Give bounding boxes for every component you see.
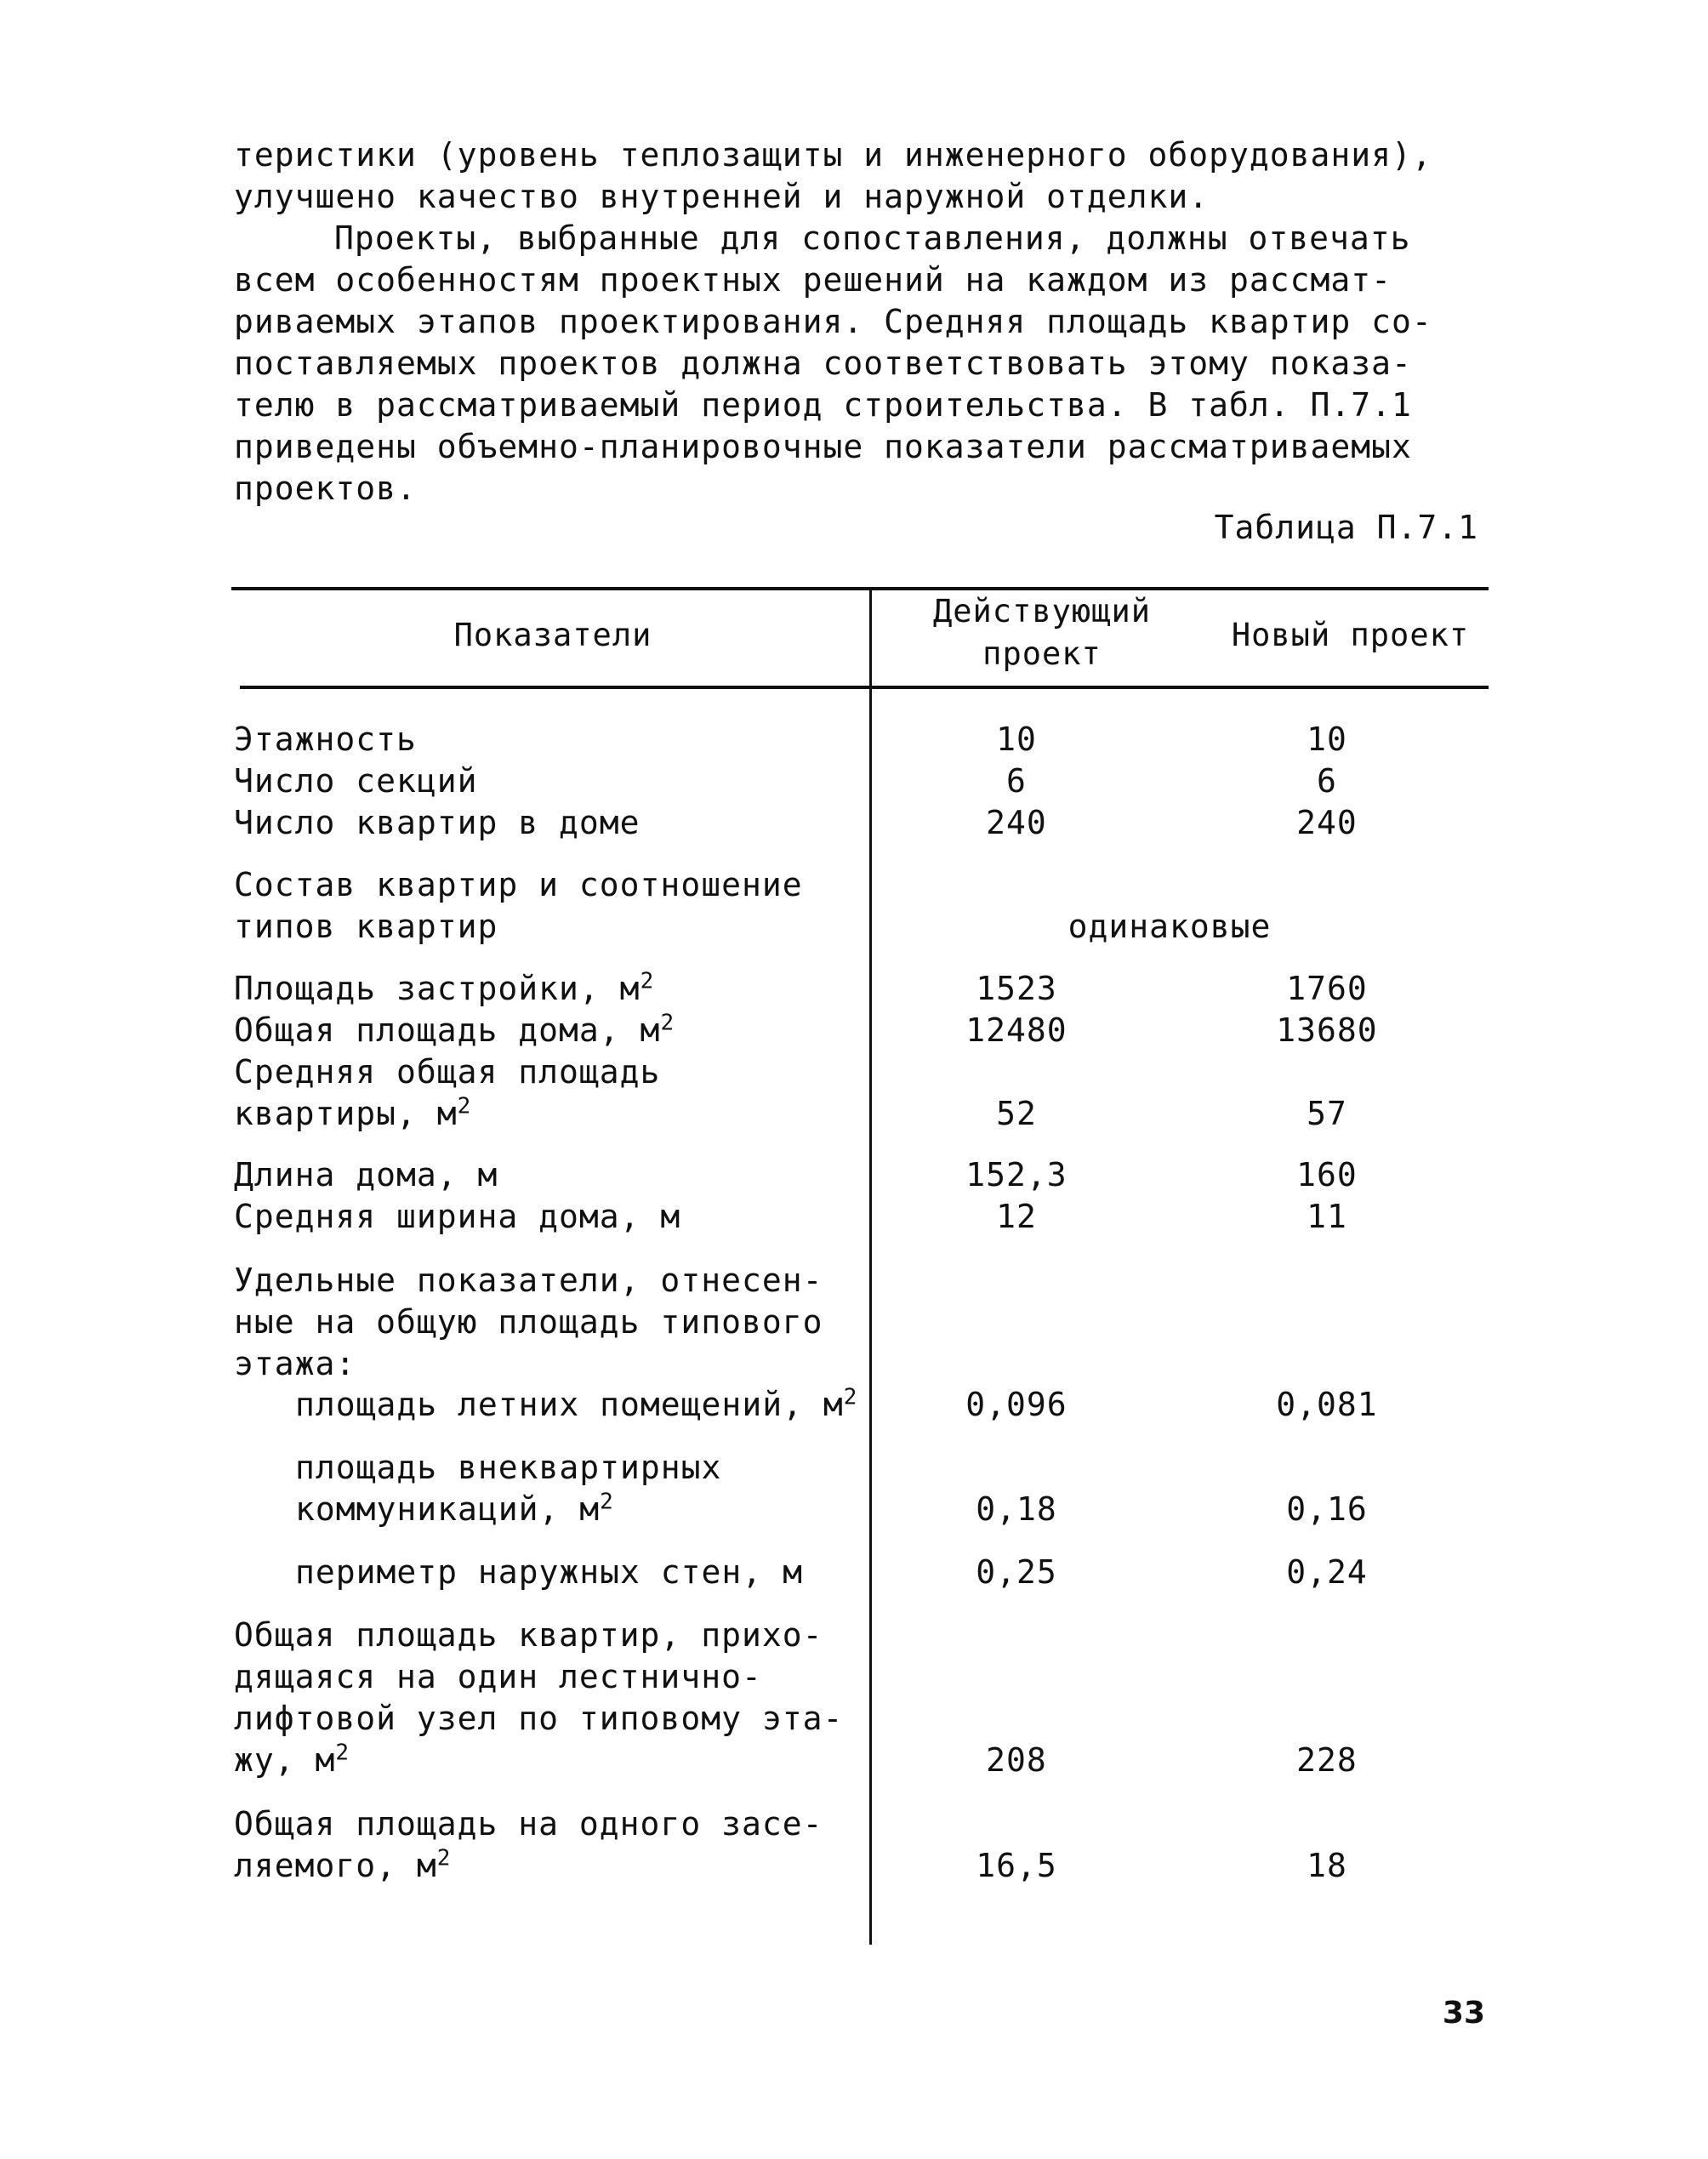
value-current: 152,3 (965, 1156, 1068, 1193)
value-span: одинаковые (1068, 908, 1272, 945)
row-label: Удельные показатели, отнесен- ные на общую площадь типового этажа: (234, 1262, 823, 1382)
paragraph-projects (234, 218, 1484, 510)
column-header-indicators: Показатели (453, 617, 652, 653)
row-label: Этажность (234, 721, 417, 758)
value-current: 16,5 (976, 1847, 1057, 1884)
value-current: 0,25 (976, 1553, 1057, 1591)
value-current: 208 (986, 1741, 1047, 1779)
table-caption: Таблица П.7.1 (1214, 509, 1478, 546)
row-label: площадь внеквартирных коммуникаций, $м^2$ (295, 1449, 722, 1528)
value-new: 0,081 (1276, 1386, 1378, 1423)
value-current: 1523 (976, 970, 1057, 1007)
value-new: 160 (1296, 1156, 1358, 1193)
value-current: 12 (996, 1198, 1037, 1235)
value-new: 10 (1307, 721, 1347, 758)
table-header-rule (240, 686, 1489, 689)
row-label: Средняя общая площадь квартиры, $м^2$ (234, 1053, 661, 1132)
paragraph-intro: теристики (уровень теплозащиты и инженерного оборудования), улучшено качество внутренней и наружной отделки. (234, 136, 1432, 215)
value-current: 0,18 (976, 1490, 1057, 1528)
value-new: 228 (1296, 1741, 1358, 1779)
value-new: 11 (1307, 1198, 1347, 1235)
value-current: 240 (986, 804, 1047, 841)
row-label: площадь летних помещений, $м^2$ (295, 1384, 858, 1423)
value-current: 12480 (965, 1011, 1068, 1049)
row-label: Средняя ширина дома, м (234, 1198, 681, 1235)
row-label: Общая площадь дома, $м^2$ (234, 1010, 675, 1049)
column-header-current-project: Действующий проект (932, 593, 1152, 672)
row-label: периметр наружных стен, м (295, 1553, 803, 1591)
value-new: 240 (1296, 804, 1358, 841)
value-new: 57 (1307, 1095, 1347, 1132)
value-new: 18 (1307, 1847, 1347, 1884)
value-current: 0,096 (965, 1386, 1068, 1423)
value-new: 0,16 (1286, 1490, 1368, 1528)
value-new: 13680 (1276, 1011, 1378, 1049)
row-label: Общая площадь квартир, прихо- дящаяся на один лестнично- лифтовой узел по типовому эта- жу, $м^2$ (234, 1616, 844, 1779)
value-new: 1760 (1286, 970, 1368, 1007)
row-label: Число секций (234, 762, 478, 800)
paragraph-projects-text: Проекты, выбранные для сопоставления, должны отвечать всем особенностям проектных решений на каждом из рассмат- риваемых этапов проектирования. Средняя площадь квартир со- поставляемых проектов должна соответствовать этому показа- телю в рассматриваемый период строительства. В табл. П.7.1 приведены объемно-планировочные показатели рассматриваемых проектов. (234, 219, 1432, 507)
page-number: 33 (1442, 1996, 1485, 2031)
row-label: Число квартир в доме (234, 804, 640, 841)
value-current: 52 (996, 1095, 1037, 1132)
value-current: 10 (996, 721, 1037, 758)
row-label: Общая площадь на одного засе- ляемого, $м^2$ (234, 1805, 823, 1884)
row-label: Длина дома, м (234, 1156, 498, 1193)
value-new: 0,24 (1286, 1553, 1368, 1591)
row-label: Площадь застройки, $м^2$ (234, 968, 655, 1007)
table-column-divider (869, 587, 872, 1945)
column-header-new-project: Новый проект (1231, 617, 1470, 653)
table-top-rule (231, 587, 1489, 590)
value-current: 6 (1006, 762, 1027, 800)
row-label: Состав квартир и соотношение типов квартир (234, 866, 803, 945)
value-new: 6 (1317, 762, 1337, 800)
